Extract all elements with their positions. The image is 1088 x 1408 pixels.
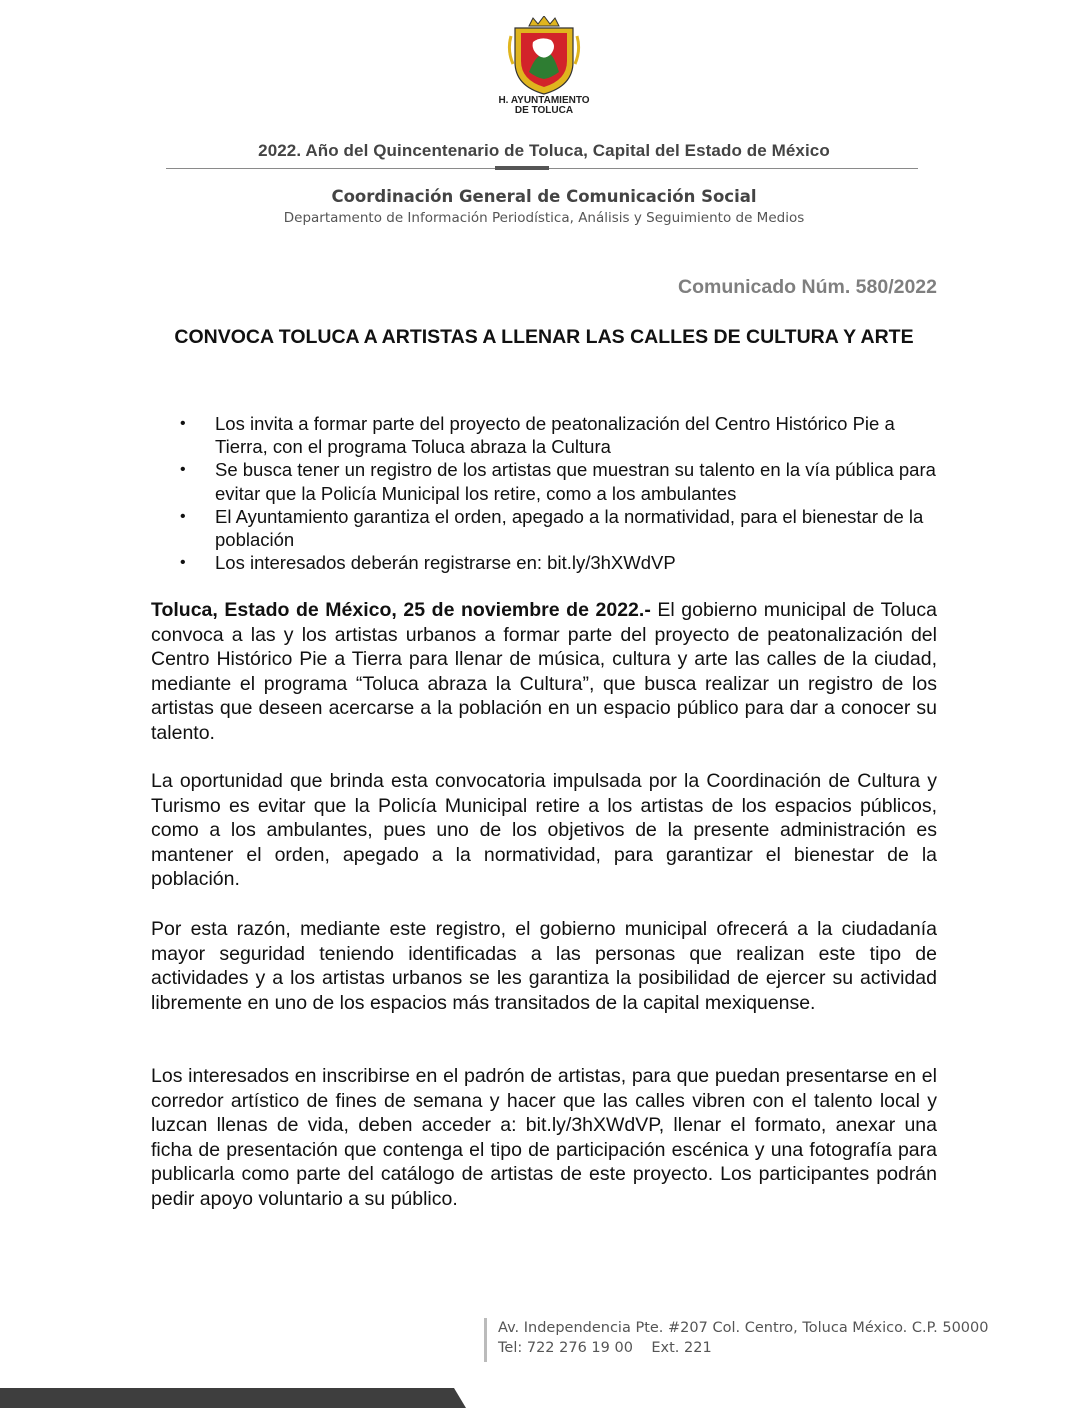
body-paragraph-1-text: El gobierno municipal de Toluca convoca a las y los artistas urbanos a formar parte del proyecto de peatonalización del Centro Histórico Pie a Tierra para llenar de música, cultura y arte las calles de la ciudad, mediante el programa “Toluca abraza la Cultura”, que busca realizar un registro de los artistas que deseen acercarse a la población en un espacio público para dar a conocer su talento.	[151, 599, 937, 744]
list-item: • Se busca tener un registro de los artistas que muestran su talento en la vía pública para evitar que la Policía Municipal los retire, como a los ambulantes	[176, 458, 946, 504]
dateline: Toluca, Estado de México, 25 de noviembre de 2022.-	[151, 599, 651, 621]
footer-address: Av. Independencia Pte. #207 Col. Centro, Toluca México. C.P. 50000	[498, 1320, 989, 1336]
logo-caption-line2: DE TOLUCA	[514, 105, 574, 116]
body-paragraph-2: La oportunidad que brinda esta convocatoria impulsada por la Coordinación de Cultura y Turismo es evitar que la Policía Municipal retire a los artistas de los espacios públicos, como a los ambulantes, pues uno de los objetivos de la presente administración es mantener el orden, apegado a la normatividad, para garantizar el bienestar de la población.	[151, 770, 937, 891]
year-motto: 2022. Año del Quincentenario de Toluca, Capital del Estado de México	[258, 141, 830, 160]
footer-divider	[484, 1318, 487, 1362]
body-paragraph-4: Los interesados en inscribirse en el padrón de artistas, para que puedan presentarse en el corredor artístico de fines de semana y hacer que las calles vibren con el talento local y luzcan llenas de vida, deben acceder a: bit.ly/3hXWdVP, llenar el formato, anexar una ficha de presentación que contenga el tipo de participación escénica y una fotografía para publicarla como parte del catálogo de artistas de este proyecto. Los participantes podrán pedir apoyo voluntario a su público.	[151, 1065, 937, 1210]
footer-phone: Tel: 722 276 19 00 Ext. 221	[498, 1340, 712, 1356]
logo-caption	[478, 96, 610, 116]
footer-band	[0, 1388, 466, 1408]
logo-caption-line1: H. AYUNTAMIENTO	[498, 95, 590, 106]
body-paragraph-3: Por esta razón, mediante este registro, el gobierno municipal ofrecerá a la ciudadanía mayor seguridad teniendo identificadas a las personas que realizan este tipo de actividades y a los artistas urbanos se les garantiza la posibilidad de ejercer su actividad libremente en uno de los espacios más transitados de la capital mexiquense.	[151, 918, 937, 1014]
list-item: • Los interesados deberán registrarse en: bit.ly/3hXWdVP	[176, 551, 946, 574]
shield-emblem-icon	[507, 16, 581, 96]
list-item: • El Ayuntamiento garantiza el orden, apegado a la normatividad, para el bienestar de la población	[176, 505, 946, 551]
header-divider-accent	[495, 166, 549, 170]
summary-bullet-list	[176, 412, 946, 574]
body-paragraph-1	[151, 598, 937, 746]
list-item: • Los invita a formar parte del proyecto de peatonalización del Centro Histórico Pie a Tierra, con el programa Toluca abraza la Cultura	[176, 412, 946, 458]
department-subtitle: Departamento de Información Periodística, Análisis y Seguimiento de Medios	[283, 210, 805, 226]
coordination-title: Coordinación General de Comunicación Social	[331, 187, 757, 206]
release-number: Comunicado Núm. 580/2022	[677, 276, 937, 298]
press-release-headline: CONVOCA TOLUCA A ARTISTAS A LLENAR LAS CALLES DE CULTURA Y ARTE	[174, 326, 914, 348]
